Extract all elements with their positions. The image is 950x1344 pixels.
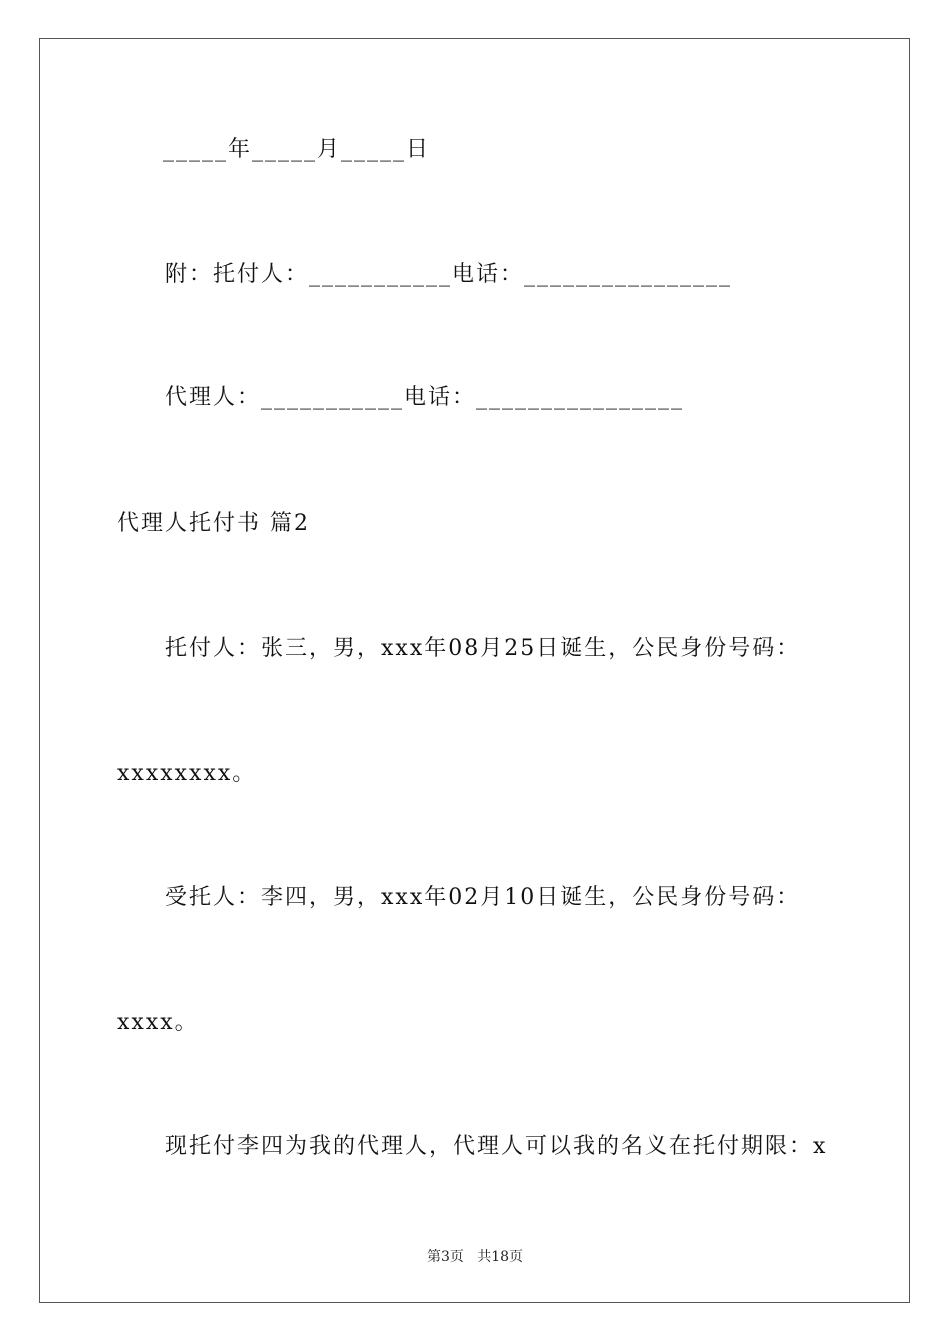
section-title: 代理人托付书 篇2 bbox=[117, 511, 310, 536]
date-blank-line: _____年_____月_____日 bbox=[163, 137, 431, 162]
trustee-info-line: 受托人：李四，男，xxx年02月10日诞生，公民身份号码： bbox=[165, 885, 801, 910]
entrust-statement-line: 现托付李四为我的代理人，代理人可以我的名义在托付期限：x bbox=[165, 1134, 828, 1159]
trustee-id-line: xxxx。 bbox=[117, 1010, 199, 1035]
principal-info-line: 托付人：张三，男，xxx年08月25日诞生，公民身份号码： bbox=[165, 636, 801, 661]
page-border bbox=[39, 38, 910, 1303]
agent-contact-line: 代理人：___________电话：________________ bbox=[165, 385, 685, 410]
page-number-footer: 第3页 共18页 bbox=[426, 1249, 524, 1265]
attachment-principal-line: 附：托付人：___________电话：________________ bbox=[165, 262, 733, 287]
principal-id-line: xxxxxxxx。 bbox=[117, 761, 257, 786]
